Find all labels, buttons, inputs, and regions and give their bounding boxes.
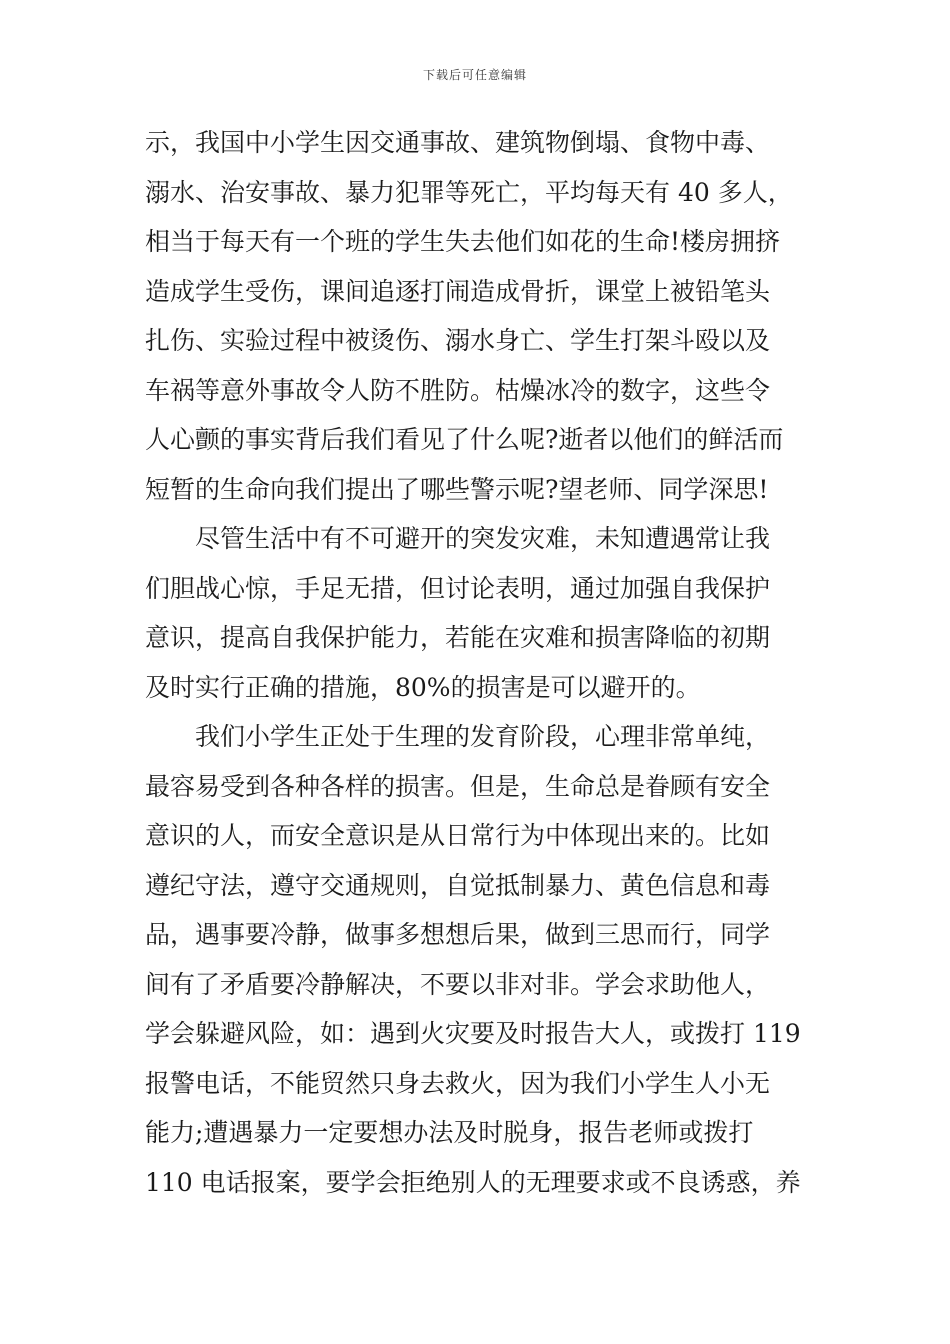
text-line: 及时实行正确的措施，80%的损害是可以避开的。 bbox=[145, 672, 701, 702]
text-line: 人心颤的事实背后我们看见了什么呢?逝者以他们的鲜活而 bbox=[145, 425, 784, 454]
text-line: 相当于每天有一个班的学生失去他们如花的生命!楼房拥挤 bbox=[145, 227, 781, 256]
text-line: 溺水、治安事故、暴力犯罪等死亡，平均每天有 40 多人， bbox=[145, 177, 793, 207]
text-line: 110 电话报案，要学会拒绝别人的无理要求或不良诱惑，养 bbox=[145, 1167, 801, 1197]
text-line: 能力;遭遇暴力一定要想办法及时脱身，报告老师或拨打 bbox=[145, 1118, 754, 1147]
text-line: 造成学生受伤，课间追逐打闹造成骨折，课堂上被铅笔头 bbox=[145, 276, 771, 306]
text-line: 遵纪守法，遵守交通规则，自觉抵制暴力、黄色信息和毒 bbox=[145, 870, 771, 900]
text-line: 品，遇事要冷静，做事多想想后果，做到三思而行，同学 bbox=[145, 920, 771, 949]
text-line: 尽管生活中有不可避开的突发灾难，未知遭遇常让我 bbox=[145, 524, 771, 553]
text-line: 短暂的生命向我们提出了哪些警示呢?望老师、同学深思! bbox=[145, 474, 769, 504]
text-line: 扎伤、实验过程中被烫伤、溺水身亡、学生打架斗殴以及 bbox=[145, 326, 771, 355]
text-line: 车祸等意外事故令人防不胜防。枯燥冰冷的数字，这些令 bbox=[145, 375, 771, 405]
text-line: 意识的人，而安全意识是从日常行为中体现出来的。比如 bbox=[145, 821, 771, 850]
text-line: 意识，提高自我保护能力，若能在灾难和损害降临的初期 bbox=[145, 623, 771, 652]
text-line: 我们小学生正处于生理的发育阶段，心理非常单纯， bbox=[145, 722, 771, 751]
text-line: 们胆战心惊，手足无措，但讨论表明，通过加强自我保护 bbox=[145, 573, 771, 603]
page-header: 下载后可任意编辑 bbox=[422, 68, 527, 82]
text-line: 间有了矛盾要冷静解决，不要以非对非。学会求助他人， bbox=[145, 969, 771, 999]
text-line: 报警电话，不能贸然只身去救火，因为我们小学生人小无 bbox=[145, 1068, 771, 1098]
text-line: 学会躲避风险，如：遇到火灾要及时报告大人，或拨打 119 bbox=[145, 1019, 801, 1048]
document-body bbox=[145, 118, 807, 1207]
text-line: 最容易受到各种各样的损害。但是，生命总是眷顾有安全 bbox=[145, 771, 771, 801]
text-line: 示，我国中小学生因交通事故、建筑物倒塌、食物中毒、 bbox=[145, 128, 771, 157]
